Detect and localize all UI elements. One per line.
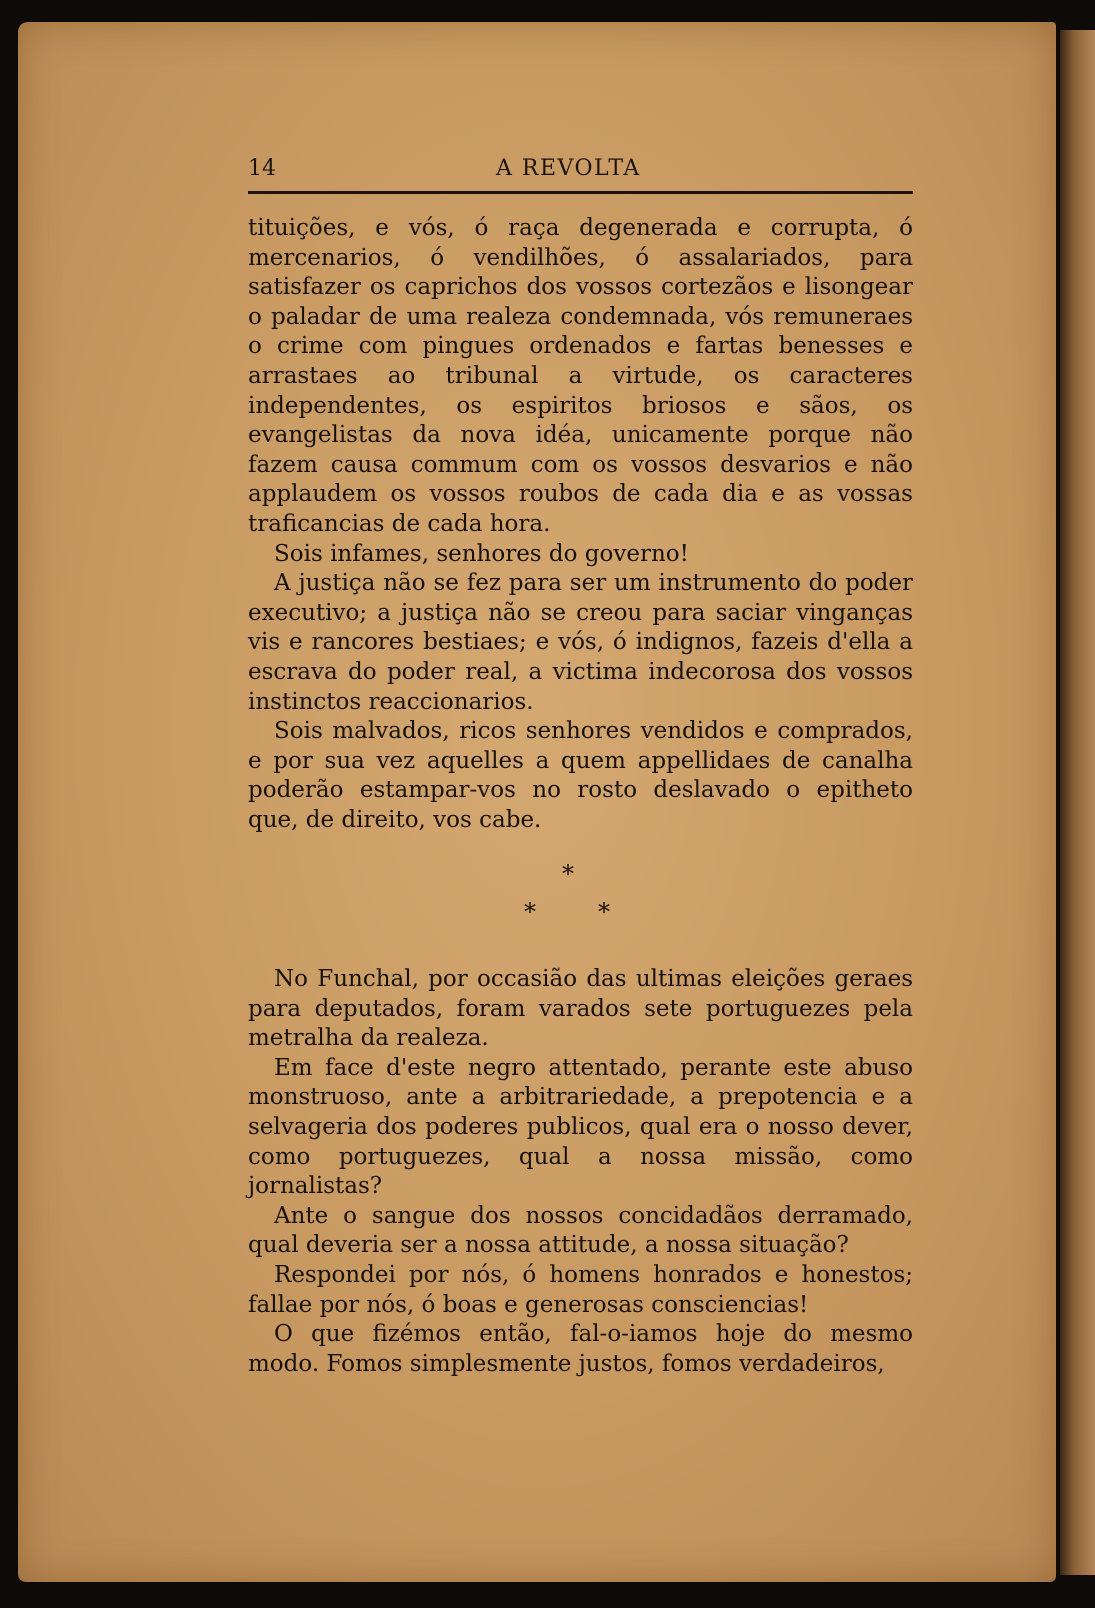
paragraph: Respondei por nós, ó homens honrados e honestos; fallae por nós, ó boas e generosas consciencias! (248, 1261, 913, 1318)
page-number: 14 (248, 156, 276, 181)
paragraph: O que fizémos então, fal-o-iamos hoje do mesmo modo. Fomos simplesmente justos, fomos verdadeiros, (248, 1321, 913, 1377)
running-title: A REVOLTA (496, 156, 641, 181)
header-rule (248, 191, 913, 194)
asterisk-icon: * (524, 898, 536, 926)
asterisk-icon: * (562, 860, 574, 888)
text-section-1 (248, 214, 913, 835)
page-header (248, 152, 913, 188)
paragraph: Sois infames, senhores do governo! (274, 540, 689, 567)
page-edge-shadow (1060, 30, 1095, 1575)
paragraph: A justiça não se fez para ser um instrumento do poder executivo; a justiça não se creou para saciar vinganças vis e rancores bestiaes; e vós, ó indignos, fazeis d'ella a escrava do poder real, a victima indecorosa dos vossos instinctos reaccionarios. (248, 570, 913, 715)
paragraph: No Funchal, por occasião das ultimas eleições geraes para deputados, foram varados sete portuguezes pela metralha da realeza. (248, 966, 913, 1052)
paragraph: Sois malvados, ricos senhores vendidos e comprados, e por sua vez aquelles a quem appellidaes de canalha poderão estampar-vos no rosto deslavado o epitheto que, de direito, vos cabe. (248, 718, 913, 833)
section-divider-asterism (510, 860, 650, 930)
asterisk-icon: * (598, 898, 610, 926)
paragraph: Ante o sangue dos nossos concidadãos derramado, qual deveria ser a nossa attitude, a nossa situação? (248, 1202, 913, 1259)
paragraph: tituições, e vós, ó raça degenerada e corrupta, ó mercenarios, ó vendilhões, ó assalariados, para satisfazer os caprichos dos vossos cortezãos e lisongear o paladar de uma realeza condemnada, vós remuneraes o crime com pingues ordenados e fartas benesses e arrastaes ao tribunal a virtude, os caracteres independentes, os espiritos briosos e sãos, os evangelistas da nova idéa, unicamente porque não fazem causa commum com os vossos desvarios e não applaudem os vossos roubos de cada dia e as vossas traficancias de cada hora. (248, 215, 913, 537)
text-section-2 (248, 965, 913, 1379)
paragraph: Em face d'este negro attentado, perante este abuso monstruoso, ante a arbitrariedade, a prepotencia e a selvageria dos poderes publicos, qual era o nosso dever, como portuguezes, qual a nossa missão, como jornalistas? (248, 1054, 913, 1200)
